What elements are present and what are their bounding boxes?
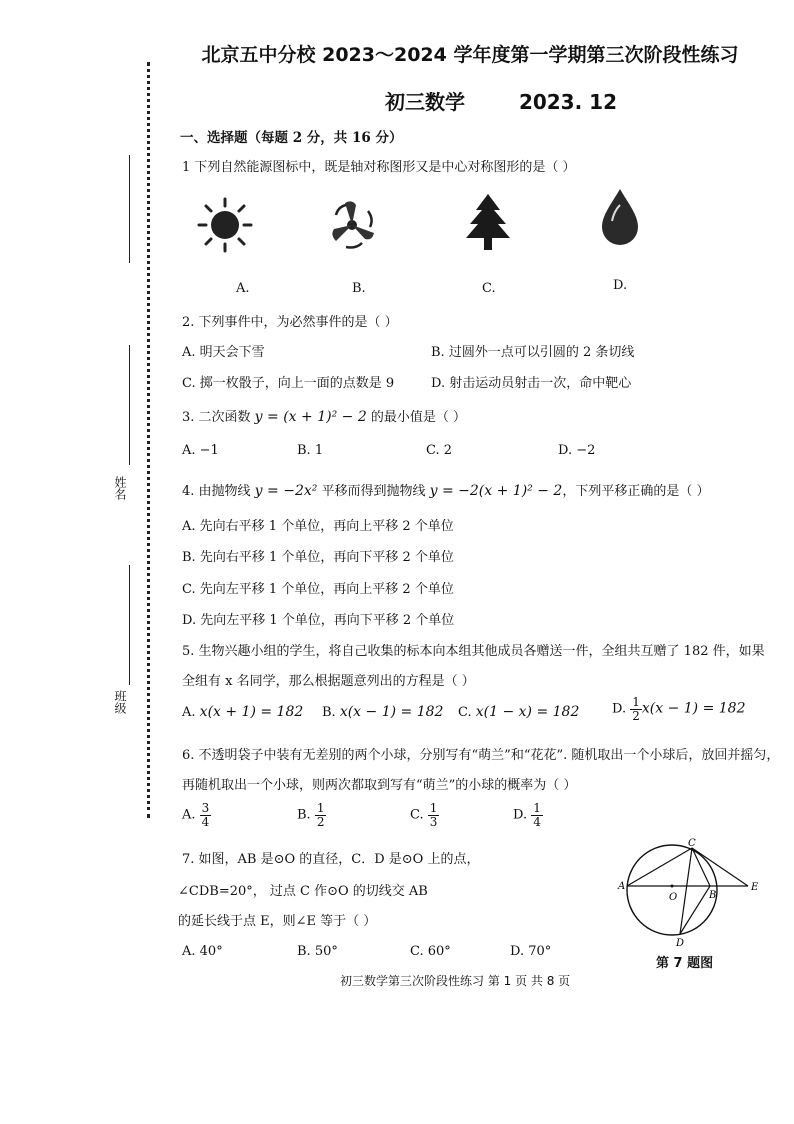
q3-option-a: A. −1: [182, 443, 219, 458]
name-label: 姓名: [113, 476, 127, 500]
q1-option-d: D.: [613, 278, 628, 293]
q6-option-c-label: C.: [410, 807, 424, 823]
q6-option-a-label: A.: [182, 807, 196, 823]
page-footer: 初三数学第三次阶段性练习 第 1 页 共 8 页: [340, 974, 571, 988]
q2-option-c: C. 掷一枚骰子，向上一面的点数是 9: [182, 376, 395, 391]
q6-option-b-label: B.: [297, 807, 311, 823]
q6-option-c-frac: [428, 802, 440, 828]
q6-line-1: 6. 不透明袋子中装有无差别的两个小球，分别写有“萌兰”和“花花”. 随机取出一个小球后，放回并摇匀，: [182, 748, 780, 763]
frac-numerator: 1: [316, 801, 325, 815]
point-c-label: C: [688, 838, 696, 849]
q6-option-d: [513, 802, 543, 828]
q7-figure-caption: 第 7 题图: [656, 956, 714, 971]
q5-option-d-label: D.: [612, 701, 627, 717]
q5-option-c: [458, 704, 579, 720]
frac-numerator: 1: [632, 695, 640, 709]
q5-option-b: [322, 704, 443, 720]
point-b-label: B: [709, 890, 717, 901]
chord-cd: [680, 848, 692, 934]
q4-stem-mid: 平移而得到抛物线: [317, 484, 430, 499]
q4-stem: [182, 480, 709, 499]
q6-option-d-label: D.: [513, 807, 528, 823]
q4-stem-pre: 4. 由抛物线: [182, 484, 255, 499]
q5-option-d-eq: x(x − 1) = 182: [641, 700, 746, 717]
q6-option-b: [297, 802, 326, 828]
q5-option-c-eq: x(1 − x) = 182: [475, 704, 580, 720]
subject-label: 初三数学: [385, 90, 465, 114]
frac-denominator: 2: [316, 814, 325, 829]
q5-option-b-label: B.: [322, 705, 336, 720]
exam-date: 2023. 12: [518, 90, 617, 114]
q7-option-a: A. 40°: [182, 944, 223, 959]
point-d-label: D: [676, 938, 685, 948]
q4-parabola-1: y = −2x²: [254, 483, 318, 499]
q1-option-b: B.: [352, 281, 366, 296]
chord-ac: [627, 848, 692, 886]
q5-option-a-label: A.: [182, 705, 196, 720]
exam-title: 北京五中分校 2023～2024 学年度第一学期第三次阶段性练习: [201, 44, 739, 66]
q5-option-a: [182, 704, 303, 720]
chord-db: [680, 886, 710, 934]
q6-option-b-frac: [315, 802, 327, 828]
tree-icon: [458, 192, 518, 252]
answer-line-3: [129, 565, 130, 685]
frac-denominator: 4: [533, 814, 541, 829]
q5-option-a-eq: x(x + 1) = 182: [199, 704, 304, 720]
q7-line-3: 的延长线于点 E，则∠E 等于（ ）: [178, 914, 377, 929]
q4-option-c: C. 先向左平移 1 个单位，再向上平移 2 个单位: [182, 582, 454, 597]
answer-line-1: [129, 155, 130, 263]
q1-stem: 1 下列自然能源图标中，既是轴对称图形又是中心对称图形的是（ ）: [182, 160, 576, 175]
q3-stem-post: 的最小值是（ ）: [366, 410, 466, 425]
circle-o: [627, 845, 717, 935]
water-drop-icon: [590, 185, 650, 245]
q3-stem: [182, 406, 466, 425]
q2-option-b: B. 过圆外一点可以引圆的 2 条切线: [431, 345, 635, 360]
frac-denominator: 3: [429, 814, 438, 829]
q3-option-c: C. 2: [426, 443, 453, 458]
q6-option-d-frac: [531, 802, 543, 828]
q7-option-c: C. 60°: [410, 944, 451, 959]
q5-option-d: [612, 696, 745, 722]
q3-stem-pre: 3. 二次函数: [182, 410, 255, 425]
answer-line-2: [129, 345, 130, 465]
q5-option-d-frac: [630, 696, 642, 722]
frac-denominator: 2: [632, 708, 640, 723]
frac-denominator: 4: [201, 814, 210, 829]
binding-dotted-line: [147, 62, 150, 818]
q7-option-d: D. 70°: [510, 944, 552, 959]
q3-option-d: D. −2: [558, 443, 596, 458]
frac-numerator: 1: [533, 801, 541, 815]
q4-option-d: D. 先向左平移 1 个单位，再向下平移 2 个单位: [182, 613, 455, 628]
q4-parabola-2: y = −2(x + 1)² − 2: [429, 483, 563, 499]
q7-line-1: 7. 如图，AB 是⊙O 的直径，C．D 是⊙O 上的点，: [182, 852, 480, 867]
point-a-label: A: [618, 881, 626, 892]
q7-option-b: B. 50°: [297, 944, 338, 959]
section-heading: 一、选择题（每题 2 分，共 16 分）: [180, 130, 403, 146]
q3-function: y = (x + 1)² − 2: [254, 409, 367, 425]
q2-stem: 2. 下列事件中，为必然事件的是（ ）: [182, 315, 398, 330]
q5-option-c-label: C.: [458, 705, 472, 720]
class-label: 班级: [113, 690, 127, 714]
exam-subtitle: [385, 86, 617, 115]
q6-option-a: [182, 802, 211, 828]
point-o-label: O: [669, 892, 678, 903]
q3-option-b: B. 1: [297, 443, 324, 458]
q2-option-d: D. 射击运动员射击一次，命中靶心: [431, 376, 632, 391]
q7-line-2: ∠CDB=20°， 过点 C 作⊙O 的切线交 AB: [178, 884, 428, 899]
q5-line-1: 5. 生物兴趣小组的学生，将自己收集的标本向本组其他成员各赠送一件，全组共互赠了 182 件，如果: [182, 644, 765, 659]
q5-line-2: 全组有 x 名同学，那么根据题意列出的方程是（ ）: [182, 674, 475, 689]
frac-numerator: 1: [429, 801, 438, 815]
q2-option-a: A. 明天会下雪: [182, 345, 265, 360]
q5-option-b-eq: x(x − 1) = 182: [339, 704, 444, 720]
q4-option-b: B. 先向右平移 1 个单位，再向下平移 2 个单位: [182, 550, 454, 565]
q1-option-a: A.: [236, 281, 250, 296]
q6-option-a-frac: [200, 802, 212, 828]
wind-turbine-icon: [322, 195, 382, 255]
q4-option-a: A. 先向右平移 1 个单位，再向上平移 2 个单位: [182, 519, 454, 534]
frac-numerator: 3: [201, 801, 210, 815]
center-point: [671, 885, 674, 888]
q6-option-c: [410, 802, 439, 828]
sun-icon: [195, 195, 255, 255]
q7-geometry-figure: [612, 836, 762, 948]
point-e-label: E: [751, 882, 759, 893]
q1-option-c: C.: [482, 281, 496, 296]
q4-stem-post: ，下列平移正确的是（ ）: [562, 484, 710, 499]
q6-line-2: 再随机取出一个小球，则两次都取到写有“萌兰”的小球的概率为（ ）: [182, 778, 577, 793]
